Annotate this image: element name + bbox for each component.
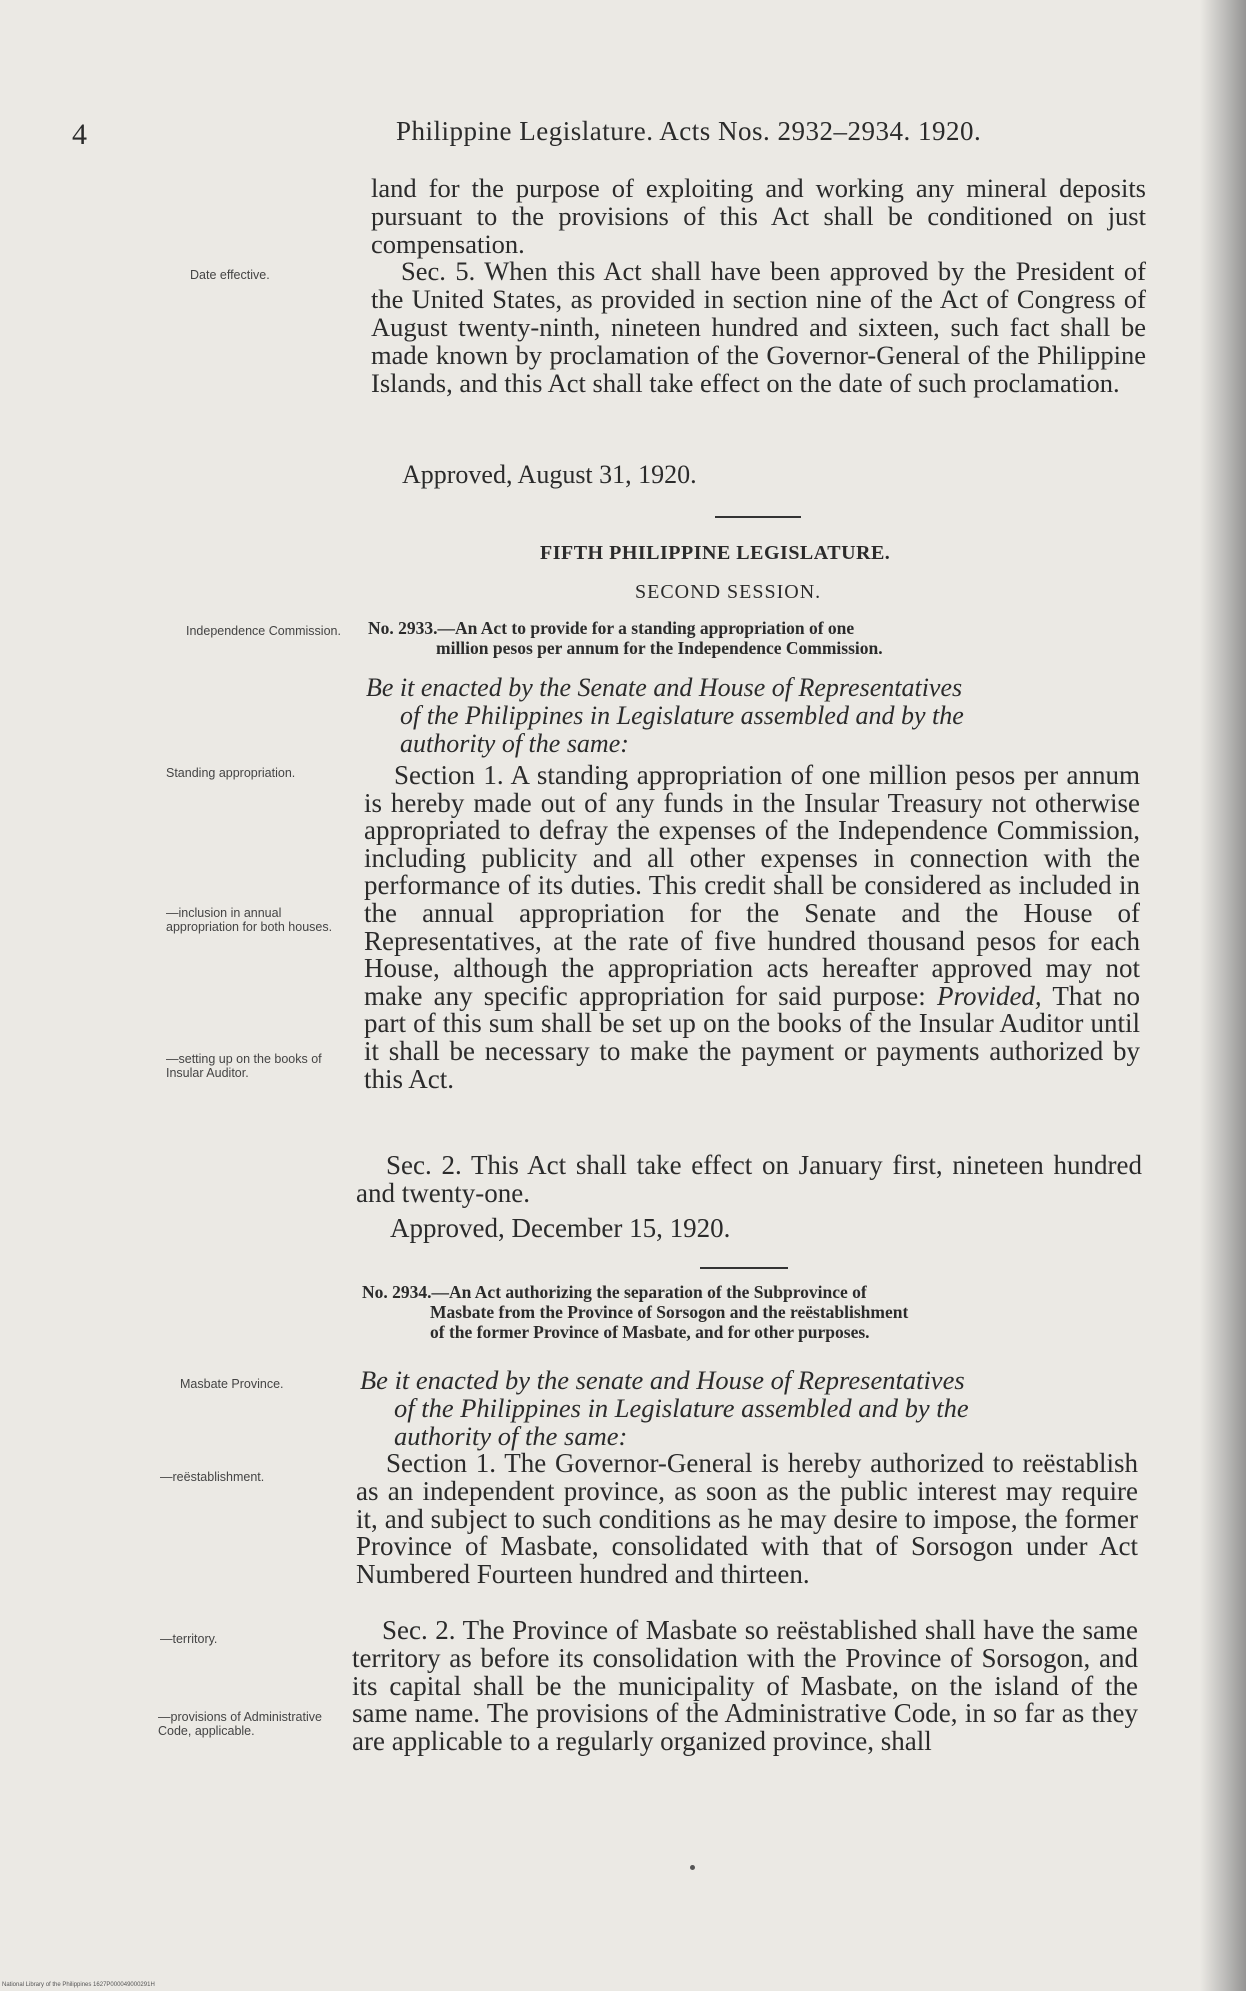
- enact-line2: of the Philippines in Legislature assembled and by the: [400, 701, 964, 730]
- separator-rule-2: [700, 1267, 788, 1269]
- enact-line1: Be it enacted by the Senate and House of Representatives: [366, 673, 963, 702]
- act-2934-section-1: [356, 1450, 1138, 1589]
- act-2934-sec2-text: Sec. 2. The Province of Masbate so reëstablished shall have the same territory as before its consolidation with the Province of Sorsogon, and its capital shall be the municipality of Masbate, on the island of the same name. The provisions of the Administrative Code, in so far as they are applicable to a regularly organized province, shall: [352, 1615, 1138, 1757]
- page-edge-shadow: [1200, 0, 1246, 1991]
- continuation-text: land for the purpose of exploiting and working any mineral deposits pursuant to the provisions of this Act shall be conditioned on just compensation.: [371, 173, 1146, 259]
- margin-note-setting-up: —setting up on the books of Insular Auditor.: [166, 1052, 322, 1080]
- act-2933-title-line2: million pesos per annum for the Independence Commission.: [436, 638, 883, 658]
- enact2-line3: authority of the same:: [394, 1421, 628, 1451]
- running-head: Philippine Legislature. Acts Nos. 2932–2934. 1920.: [396, 116, 982, 146]
- page-number: 4: [72, 118, 87, 151]
- sec1-text: Section 1. A standing appropriation of one million pesos per annum is hereby made out of any funds in the Insular Treasury not otherwise appropriated to defray the expenses of the Independence Commission, including publicity and all other expenses in connection with the performance of its duties. This credit shall be considered as included in the annual appropriation for the Senate and the House of Representatives, at the rate of five hundred thousand pesos for each House, although the appropriation acts hereafter approved may not make any specific appropriation for said purpose:: [364, 760, 1140, 1011]
- approved-date-2932: Approved, August 31, 1920.: [402, 460, 697, 489]
- margin-note-date-effective: Date effective.: [190, 268, 270, 282]
- scan-speck: [690, 1865, 695, 1870]
- enact-line3: authority of the same:: [400, 729, 629, 758]
- act-2932-continuation: [371, 175, 1146, 397]
- sec1-provided: Provided,: [936, 980, 1042, 1011]
- act-2934-title: [362, 1282, 1152, 1342]
- enact2-line1: Be it enacted by the senate and House of Representatives: [360, 1365, 965, 1395]
- margin-note-masbate: Masbate Province.: [180, 1377, 284, 1391]
- margin-note-provisions: —provisions of Administrative Code, applicable.: [158, 1710, 322, 1738]
- scan-footer-label: National Library of the Philippines 1627P000049000291H: [2, 1982, 155, 1988]
- sec2-text: Sec. 2. This Act shall take effect on January first, nineteen hundred and twenty-one.: [356, 1150, 1142, 1208]
- act-2933-section-1: [364, 762, 1140, 1093]
- margin-note-inclusion: —inclusion in annual appropriation for both houses.: [166, 906, 333, 934]
- act-2933-section-2: [356, 1152, 1142, 1208]
- enact2-line2: of the Philippines in Legislature assembled and by the: [394, 1393, 969, 1423]
- separator-rule: [715, 516, 801, 518]
- act-2933-title: [368, 618, 1148, 658]
- act-2934-title-line1: No. 2934.—An Act authorizing the separation of the Subprovince of: [362, 1282, 867, 1302]
- act-2933-enacting-clause: [366, 674, 1156, 758]
- session-heading: SECOND SESSION.: [635, 581, 822, 603]
- act-2933-title-line1: No. 2933.—An Act to provide for a standing appropriation of one: [368, 618, 855, 638]
- approved-date-2933: Approved, December 15, 1920.: [390, 1213, 731, 1243]
- act-2934-enacting-clause: [360, 1366, 1150, 1450]
- margin-note-reestablishment: —reëstablishment.: [160, 1470, 265, 1484]
- act-2934-sec1-text: Section 1. The Governor-General is hereby authorized to reëstablish as an independent province, as soon as the public interest may require it, and subject to such conditions as he may desire to impose, the former Province of Masbate, consolidated with that of Sorsogon under Act Numbered Fourteen hundred and thirteen.: [356, 1448, 1138, 1590]
- sec1-end: That no part of this sum shall be set up on the books of the Insular Auditor until it shall be necessary to make the payment or payments authorized by this Act.: [364, 980, 1141, 1094]
- margin-note-standing: Standing appropriation.: [166, 766, 296, 780]
- legislature-heading: FIFTH PHILIPPINE LEGISLATURE.: [540, 542, 891, 564]
- act-2934-title-line3: of the former Province of Masbate, and for other purposes.: [430, 1322, 870, 1342]
- act-2934-section-2: [352, 1617, 1138, 1756]
- act-2934-title-line2: Masbate from the Province of Sorsogon and the reëstablishment: [430, 1302, 909, 1322]
- margin-note-territory: —territory.: [160, 1632, 218, 1646]
- section-5: Sec. 5. When this Act shall have been approved by the President of the United States, as provided in section nine of the Act of Congress of August twenty-ninth, nineteen hundred and sixteen, such fact shall be made known by proclamation of the Governor-General of the Philippine Islands, and this Act shall take effect on the date of such proclamation.: [371, 256, 1146, 398]
- margin-note-commission: Independence Commission.: [186, 624, 341, 638]
